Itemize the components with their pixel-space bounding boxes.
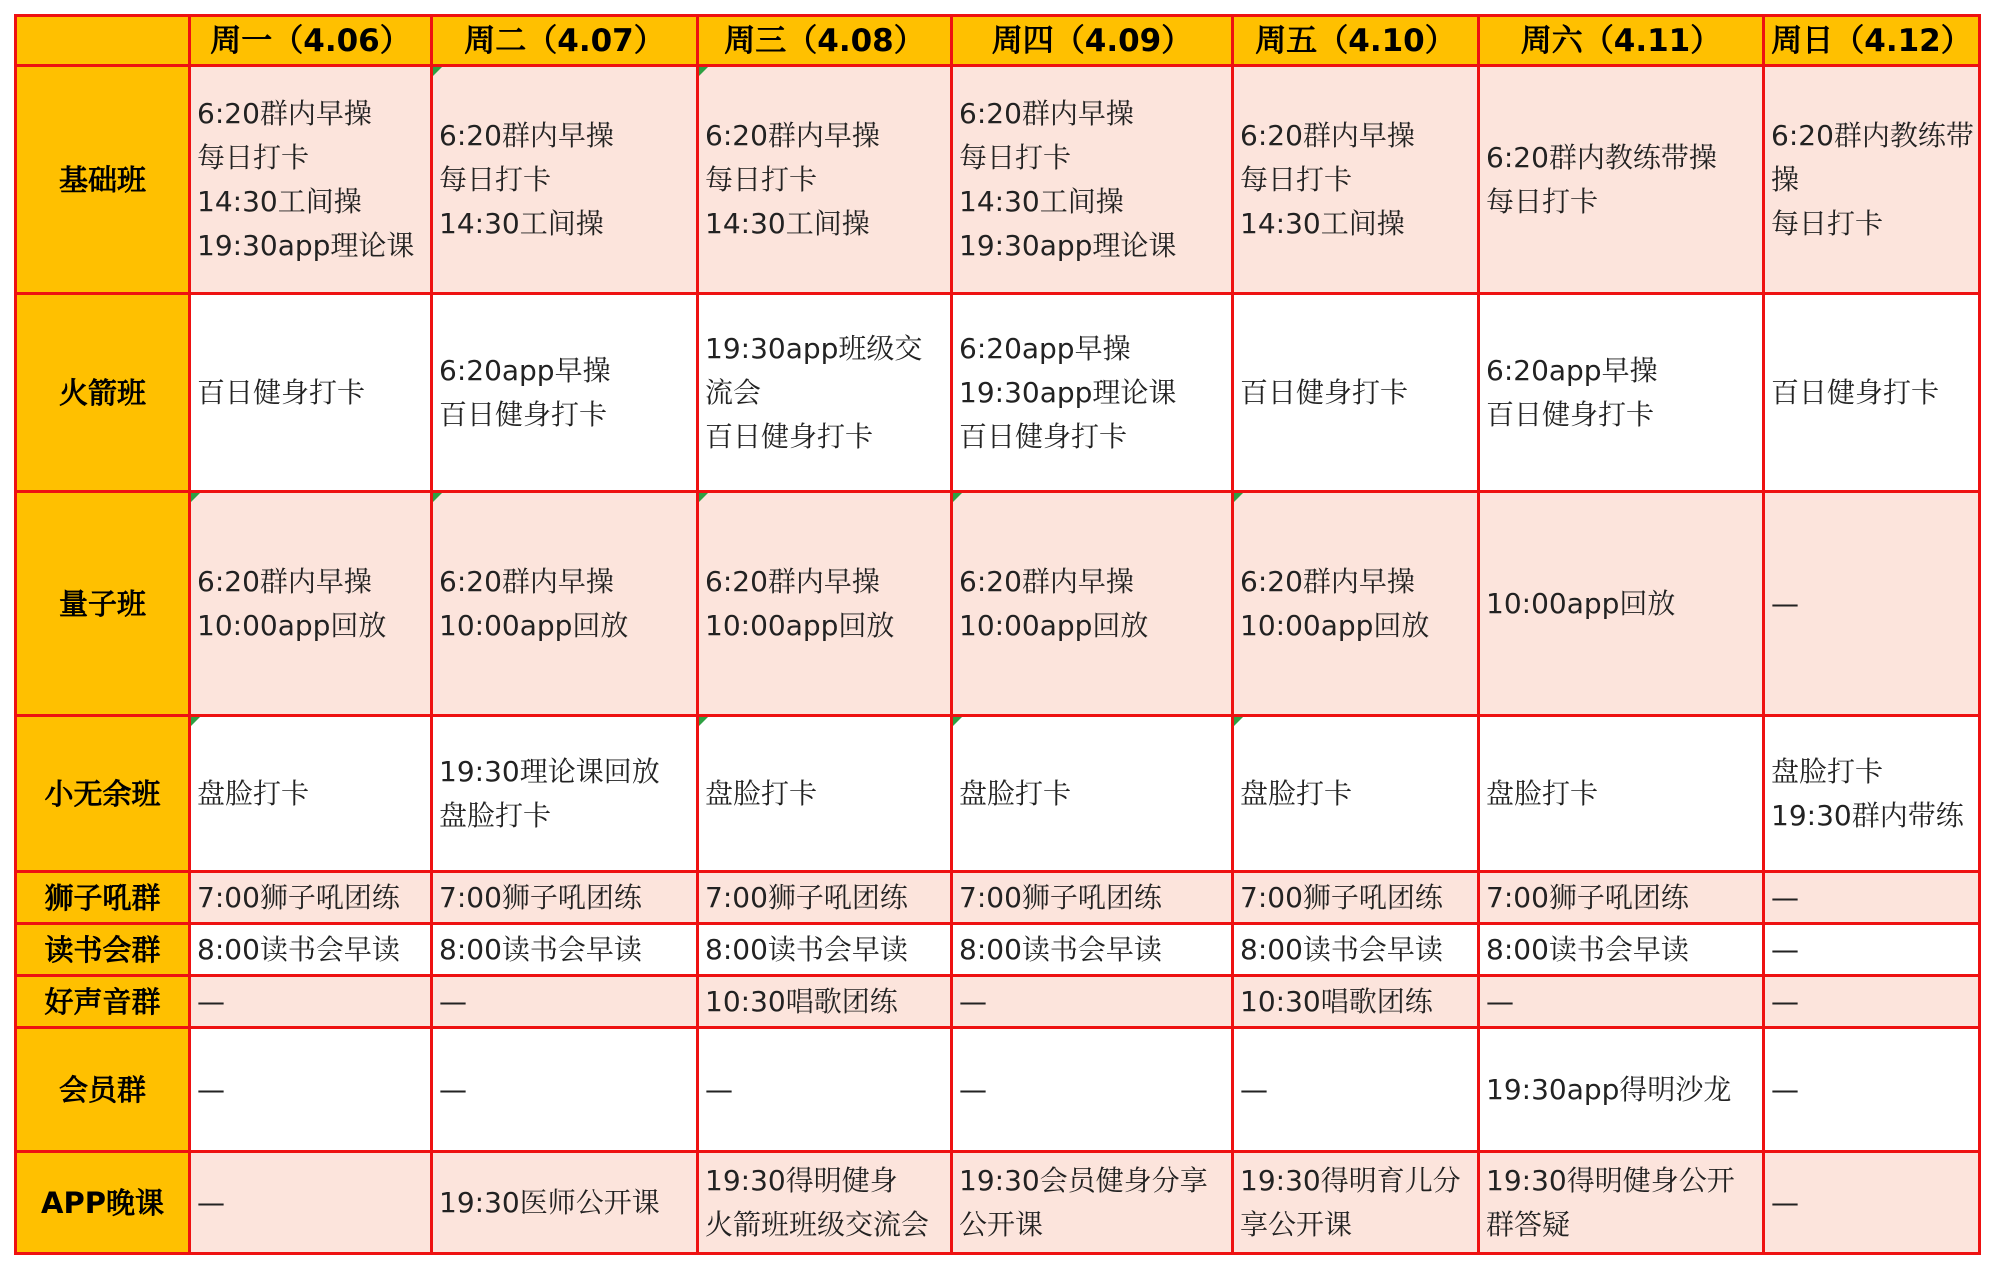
cell-quantum-fri bbox=[1233, 492, 1479, 716]
cell-voice-thu: — bbox=[952, 976, 1233, 1028]
comment-marker bbox=[953, 717, 962, 726]
cell-basic-fri bbox=[1233, 66, 1479, 294]
cell-line: — bbox=[1771, 586, 1799, 620]
day-header-sun: 周日（4.12） bbox=[1764, 16, 1980, 66]
cell-reading-fri: 8:00读书会早读 bbox=[1233, 924, 1479, 976]
schedule-table bbox=[14, 14, 1981, 1255]
cell-line: 6:20群内早操 bbox=[705, 118, 880, 152]
cell-app-sun: — bbox=[1764, 1152, 1980, 1254]
cell-voice-wed: 10:30唱歌团练 bbox=[698, 976, 952, 1028]
cell-reading-mon: 8:00读书会早读 bbox=[190, 924, 432, 976]
cell-rocket-sun bbox=[1764, 294, 1980, 492]
comment-marker bbox=[699, 493, 708, 502]
row-label-good-voice-group: 好声音群 bbox=[16, 976, 190, 1028]
cell-line: 百日健身打卡 bbox=[1486, 397, 1655, 431]
cell-app-fri: 19:30得明育儿分享公开课 bbox=[1233, 1152, 1479, 1254]
row-label-lion-roar-group: 狮子吼群 bbox=[16, 872, 190, 924]
cell-rocket-sat bbox=[1479, 294, 1764, 492]
cell-rocket-mon bbox=[190, 294, 432, 492]
comment-marker bbox=[1234, 493, 1243, 502]
cell-line: 19:30app理论课 bbox=[959, 375, 1177, 409]
comment-marker bbox=[433, 493, 442, 502]
cell-xiaowuyu-sun bbox=[1764, 716, 1980, 872]
cell-xiaowuyu-fri bbox=[1233, 716, 1479, 872]
cell-lion-sun: — bbox=[1764, 872, 1980, 924]
cell-quantum-tue bbox=[432, 492, 698, 716]
cell-line: 每日打卡 bbox=[705, 162, 818, 196]
cell-line: 10:00app回放 bbox=[959, 608, 1149, 642]
cell-line: 百日健身打卡 bbox=[439, 397, 608, 431]
cell-line: 6:20app早操 bbox=[959, 331, 1131, 365]
cell-line: 19:30群内带练 bbox=[1771, 798, 1964, 832]
cell-member-sat: 19:30app得明沙龙 bbox=[1479, 1028, 1764, 1152]
row-lion-roar-group bbox=[16, 872, 1980, 924]
cell-line: 6:20app早操 bbox=[1486, 353, 1658, 387]
day-header-thu: 周四（4.09） bbox=[952, 16, 1233, 66]
cell-line: 盘脸打卡 bbox=[959, 776, 1072, 810]
row-basic-class bbox=[16, 66, 1980, 294]
cell-quantum-mon bbox=[190, 492, 432, 716]
cell-lion-fri: 7:00狮子吼团练 bbox=[1233, 872, 1479, 924]
cell-rocket-thu bbox=[952, 294, 1233, 492]
cell-voice-sat: — bbox=[1479, 976, 1764, 1028]
cell-line: 19:30理论课回放 bbox=[439, 754, 660, 788]
row-label-basic-class: 基础班 bbox=[16, 66, 190, 294]
cell-line: 火箭班班级交流会 bbox=[705, 1207, 930, 1241]
cell-line: 10:00app回放 bbox=[197, 608, 387, 642]
row-label-quantum-class: 量子班 bbox=[16, 492, 190, 716]
comment-marker bbox=[953, 493, 962, 502]
row-quantum-class bbox=[16, 492, 1980, 716]
cell-basic-thu bbox=[952, 66, 1233, 294]
cell-rocket-wed bbox=[698, 294, 952, 492]
header-row bbox=[16, 16, 1980, 66]
cell-app-tue: 19:30医师公开课 bbox=[432, 1152, 698, 1254]
cell-member-thu: — bbox=[952, 1028, 1233, 1152]
cell-line: 6:20群内早操 bbox=[197, 96, 372, 130]
cell-reading-tue: 8:00读书会早读 bbox=[432, 924, 698, 976]
row-label-rocket-class: 火箭班 bbox=[16, 294, 190, 492]
row-label-app-evening-class: APP晚课 bbox=[16, 1152, 190, 1254]
cell-line: 6:20群内早操 bbox=[1240, 118, 1415, 152]
row-app-evening-class bbox=[16, 1152, 1980, 1254]
cell-line: 每日打卡 bbox=[1771, 206, 1884, 240]
cell-line: 19:30app理论课 bbox=[197, 228, 415, 262]
cell-line: 百日健身打卡 bbox=[959, 419, 1128, 453]
row-rocket-class bbox=[16, 294, 1980, 492]
comment-marker bbox=[191, 493, 200, 502]
cell-line: 19:30app理论课 bbox=[959, 228, 1177, 262]
cell-line: 14:30工间操 bbox=[705, 206, 870, 240]
cell-line: 盘脸打卡 bbox=[1771, 754, 1884, 788]
cell-line: 盘脸打卡 bbox=[439, 798, 552, 832]
cell-line: 每日打卡 bbox=[1240, 162, 1353, 196]
cell-member-fri: — bbox=[1233, 1028, 1479, 1152]
cell-app-wed bbox=[698, 1152, 952, 1254]
cell-lion-tue: 7:00狮子吼团练 bbox=[432, 872, 698, 924]
cell-line: 6:20群内早操 bbox=[197, 564, 372, 598]
cell-xiaowuyu-mon bbox=[190, 716, 432, 872]
cell-quantum-thu bbox=[952, 492, 1233, 716]
cell-line: 10:00app回放 bbox=[1486, 586, 1676, 620]
cell-basic-tue bbox=[432, 66, 698, 294]
cell-app-thu: 19:30会员健身分享公开课 bbox=[952, 1152, 1233, 1254]
cell-xiaowuyu-wed bbox=[698, 716, 952, 872]
cell-reading-thu: 8:00读书会早读 bbox=[952, 924, 1233, 976]
cell-line: 6:20群内教练带操 bbox=[1771, 118, 1974, 196]
row-xiaowuyu-class bbox=[16, 716, 1980, 872]
cell-voice-tue: — bbox=[432, 976, 698, 1028]
cell-line: 6:20群内早操 bbox=[959, 564, 1134, 598]
day-header-sat: 周六（4.11） bbox=[1479, 16, 1764, 66]
cell-basic-wed bbox=[698, 66, 952, 294]
cell-app-mon: — bbox=[190, 1152, 432, 1254]
cell-line: 盘脸打卡 bbox=[197, 776, 310, 810]
cell-line: 6:20群内早操 bbox=[959, 96, 1134, 130]
cell-xiaowuyu-tue bbox=[432, 716, 698, 872]
row-label-xiaowuyu-class: 小无余班 bbox=[16, 716, 190, 872]
cell-xiaowuyu-thu bbox=[952, 716, 1233, 872]
day-header-mon: 周一（4.06） bbox=[190, 16, 432, 66]
cell-rocket-tue bbox=[432, 294, 698, 492]
cell-app-sat: 19:30得明健身公开群答疑 bbox=[1479, 1152, 1764, 1254]
cell-line: 6:20群内教练带操 bbox=[1486, 140, 1717, 174]
corner-cell bbox=[16, 16, 190, 66]
cell-quantum-sun bbox=[1764, 492, 1980, 716]
cell-line: 盘脸打卡 bbox=[1240, 776, 1353, 810]
cell-line: 14:30工间操 bbox=[1240, 206, 1405, 240]
row-reading-group bbox=[16, 924, 1980, 976]
comment-marker bbox=[433, 67, 442, 76]
comment-marker bbox=[699, 67, 708, 76]
cell-lion-sat: 7:00狮子吼团练 bbox=[1479, 872, 1764, 924]
cell-line: 每日打卡 bbox=[959, 140, 1072, 174]
cell-line: 6:20app早操 bbox=[439, 353, 611, 387]
cell-line: 10:00app回放 bbox=[439, 608, 629, 642]
cell-line: 14:30工间操 bbox=[439, 206, 604, 240]
day-header-wed: 周三（4.08） bbox=[698, 16, 952, 66]
cell-member-mon: — bbox=[190, 1028, 432, 1152]
cell-lion-thu: 7:00狮子吼团练 bbox=[952, 872, 1233, 924]
cell-voice-fri: 10:30唱歌团练 bbox=[1233, 976, 1479, 1028]
cell-line: 每日打卡 bbox=[1486, 184, 1599, 218]
cell-line: 百日健身打卡 bbox=[1240, 375, 1409, 409]
cell-line: 每日打卡 bbox=[197, 140, 310, 174]
cell-member-sun: — bbox=[1764, 1028, 1980, 1152]
day-header-tue: 周二（4.07） bbox=[432, 16, 698, 66]
cell-member-tue: — bbox=[432, 1028, 698, 1152]
cell-line: 14:30工间操 bbox=[959, 184, 1124, 218]
comment-marker bbox=[191, 717, 200, 726]
cell-line: 10:00app回放 bbox=[1240, 608, 1430, 642]
cell-quantum-sat bbox=[1479, 492, 1764, 716]
row-label-reading-group: 读书会群 bbox=[16, 924, 190, 976]
cell-voice-sun: — bbox=[1764, 976, 1980, 1028]
row-member-group bbox=[16, 1028, 1980, 1152]
cell-member-wed: — bbox=[698, 1028, 952, 1152]
cell-line: 14:30工间操 bbox=[197, 184, 362, 218]
cell-line: 19:30app班级交流会 bbox=[705, 331, 923, 409]
cell-line: 每日打卡 bbox=[439, 162, 552, 196]
cell-rocket-fri bbox=[1233, 294, 1479, 492]
cell-lion-wed: 7:00狮子吼团练 bbox=[698, 872, 952, 924]
cell-line: 6:20群内早操 bbox=[705, 564, 880, 598]
cell-reading-sat: 8:00读书会早读 bbox=[1479, 924, 1764, 976]
cell-line: 6:20群内早操 bbox=[439, 118, 614, 152]
cell-quantum-wed bbox=[698, 492, 952, 716]
cell-line: 10:00app回放 bbox=[705, 608, 895, 642]
cell-reading-wed: 8:00读书会早读 bbox=[698, 924, 952, 976]
row-label-member-group: 会员群 bbox=[16, 1028, 190, 1152]
cell-basic-sun bbox=[1764, 66, 1980, 294]
cell-basic-sat bbox=[1479, 66, 1764, 294]
comment-marker bbox=[699, 717, 708, 726]
cell-line: 百日健身打卡 bbox=[1771, 375, 1940, 409]
cell-line: 盘脸打卡 bbox=[705, 776, 818, 810]
cell-line: 19:30得明健身 bbox=[705, 1163, 898, 1197]
cell-line: 盘脸打卡 bbox=[1486, 776, 1599, 810]
comment-marker bbox=[1234, 717, 1243, 726]
cell-reading-sun: — bbox=[1764, 924, 1980, 976]
row-good-voice-group bbox=[16, 976, 1980, 1028]
cell-xiaowuyu-sat bbox=[1479, 716, 1764, 872]
cell-basic-mon bbox=[190, 66, 432, 294]
cell-lion-mon: 7:00狮子吼团练 bbox=[190, 872, 432, 924]
cell-voice-mon: — bbox=[190, 976, 432, 1028]
day-header-fri: 周五（4.10） bbox=[1233, 16, 1479, 66]
cell-line: 6:20群内早操 bbox=[1240, 564, 1415, 598]
cell-line: 百日健身打卡 bbox=[197, 375, 366, 409]
cell-line: 百日健身打卡 bbox=[705, 419, 874, 453]
cell-line: 6:20群内早操 bbox=[439, 564, 614, 598]
